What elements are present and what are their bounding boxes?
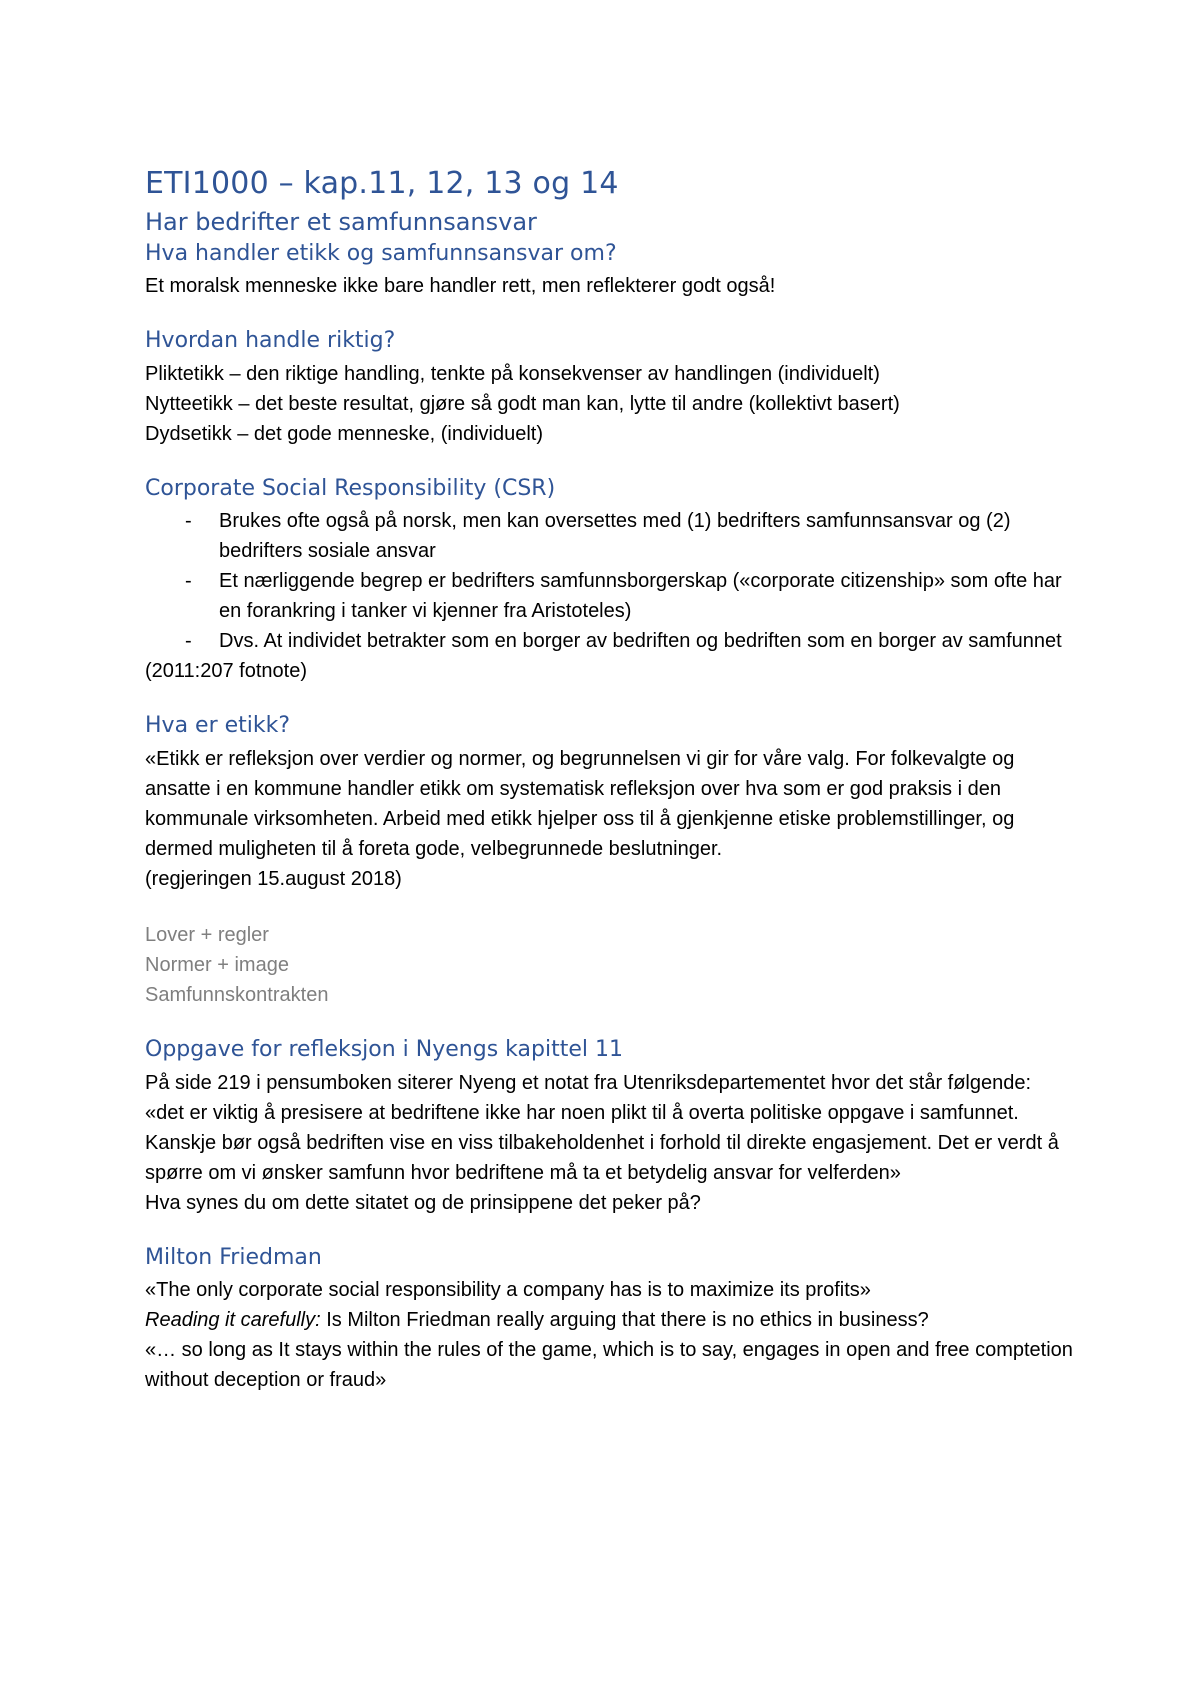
list-item-text: Dvs. At individet betrakter som en borger av bedriften og bedriften som en borger av samfunnet [219,630,1062,653]
quote-paragraph: «Etikk er refleksjon over verdier og normer, og begrunnelsen vi gir for våre valg. For folkevalgte og ansatte i en kommune handler etikk om systematisk refleksjon over hva som er god praksis i den kommunale virksomheten. Arbeid med etikk hjelper oss til å gjenkjenne etiske problemstillinger, og dermed muligheten til å foreta gode, velbegrunnede beslutninger. [145,748,1015,861]
text-line: Pliktetikk – den riktige handling, tenkte på konsekvenser av handlingen (individuelt) [145,362,880,385]
gray-line: Lover + regler [145,924,269,947]
section-etikk-samfunnsansvar [145,240,1075,302]
dash-list [145,506,1075,656]
gray-line: Normer + image [145,954,289,977]
text-line: Dydsetikk – det gode menneske, (individuelt) [145,422,543,445]
list-item-text: Et nærliggende begrep er bedrifters samfunnsborgerskap («corporate citizenship» som ofte har en forankring i tanker vi kjenner fra Aristoteles) [219,570,1062,623]
section-heading: Corporate Social Responsibility (CSR) [145,475,556,501]
list-item-text: Brukes ofte også på norsk, men kan oversettes med (1) bedrifters samfunnsansvar og (2) bedrifters sosiale ansvar [219,510,1011,563]
italic-lead: Reading it carefully: [145,1309,321,1332]
quote-source: (regjeringen 15.august 2018) [145,868,402,891]
paragraph: Et moralsk menneske ikke bare handler rett, men reflekterer godt også! [145,275,776,298]
footnote-ref: (2011:207 fotnote) [145,660,307,683]
list-item [185,626,1075,656]
document-content [145,165,1075,1395]
section-milton-friedman [145,1244,1075,1396]
section-heading: Hva handler etikk og samfunnsansvar om? [145,240,617,266]
quote-paragraph: «… so long as It stays within the rules of the game, which is to say, engages in open and free comptetion without deception or fraud» [145,1339,1073,1392]
paragraph: På side 219 i pensumboken siterer Nyeng et notat fra Utenriksdepartementet hvor det står følgende: «det er viktig å presisere at bedriftene ikke har noen plikt til å overta politiske oppgave i samfunnet. Kanskje bør også bedriften vise en viss tilbakeholdenhet i forhold til direkte engasjement. Det er verdt å spørre om vi ønsker samfunn hvor bedriftene må ta et betydelig ansvar for velferden» [145,1071,1059,1184]
list-item [185,506,1075,566]
dash-bullet: - [185,630,192,653]
text-line: Nytteetikk – det beste resultat, gjøre så godt man kan, lytte til andre (kollektivt basert) [145,392,900,415]
section-hva-er-etikk [145,712,1075,1010]
quote-line: «The only corporate social responsibility a company has is to maximize its profits» [145,1279,871,1302]
gray-line: Samfunnskontrakten [145,984,329,1007]
question-text: Is Milton Friedman really arguing that there is no ethics in business? [320,1309,929,1332]
question-line: Hva synes du om dette sitatet og de prinsippene det peker på? [145,1191,701,1214]
dash-bullet: - [185,510,192,533]
section-heading: Hva er etikk? [145,713,291,739]
dash-bullet: - [185,570,192,593]
section-heading: Milton Friedman [145,1244,322,1270]
question-line [145,1305,1075,1335]
section-handle-riktig [145,327,1075,449]
section-csr [145,475,1075,687]
document-title: ETI1000 – kap.11, 12, 13 og 14 [145,166,619,201]
section-heading: Hvordan handle riktig? [145,328,396,354]
list-item [185,566,1075,626]
section-oppgave-refleksjon [145,1036,1075,1218]
spacer [145,894,1075,920]
section-heading: Oppgave for refleksjon i Nyengs kapittel 11 [145,1037,623,1063]
document-subtitle: Har bedrifter et samfunnsansvar [145,207,537,236]
